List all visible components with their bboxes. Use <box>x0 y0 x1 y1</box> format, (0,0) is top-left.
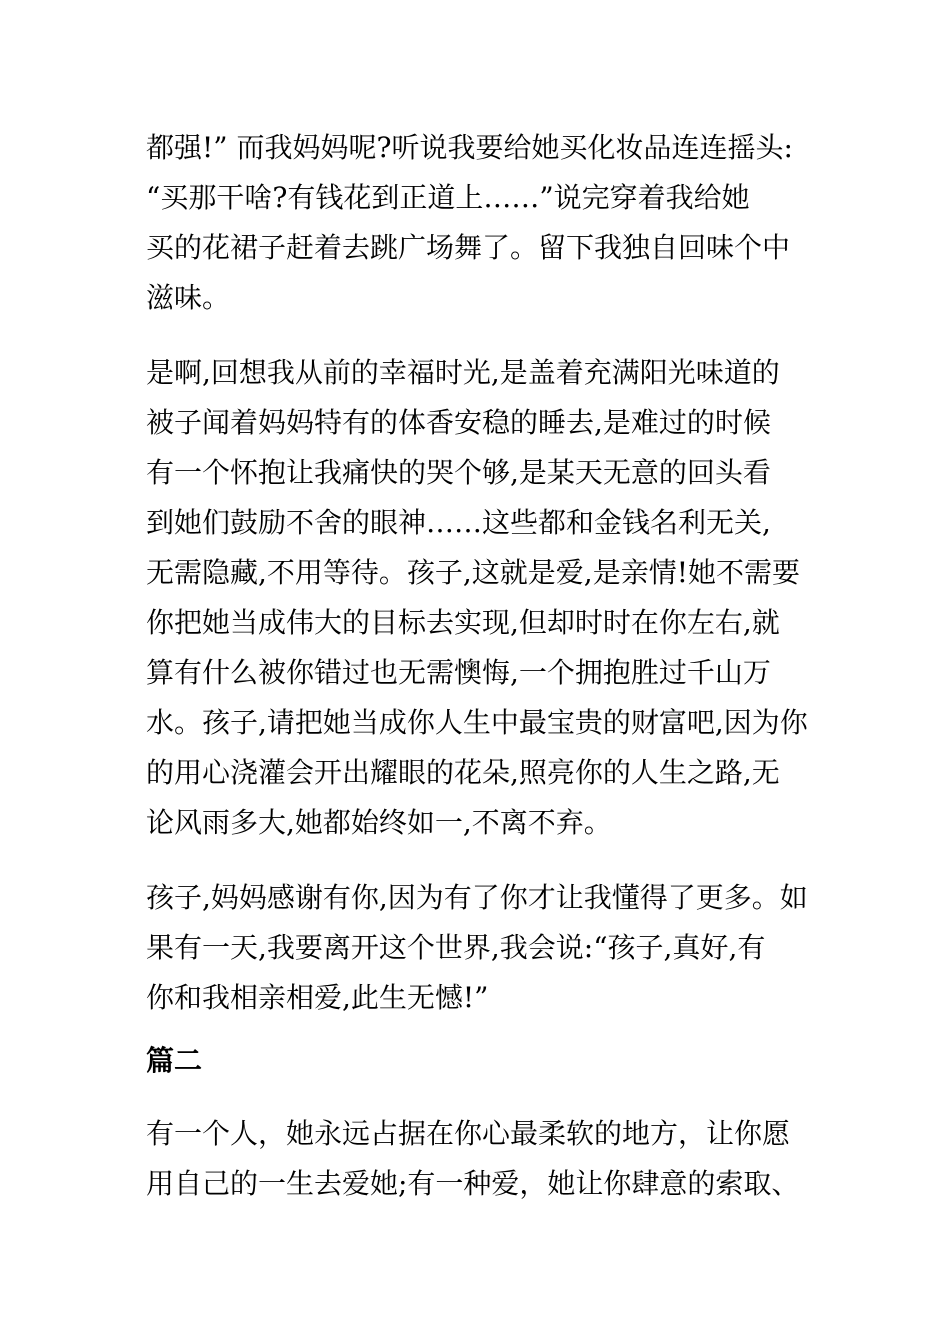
paragraph-line: 都强!” 而我妈妈呢?听说我要给她买化妆品连连摇头: <box>146 131 793 164</box>
paragraph-line: 有一个怀抱让我痛快的哭个够,是某天无意的回头看 <box>146 456 771 489</box>
paragraph-line: 算有什么被你错过也无需懊悔,一个拥抱胜过千山万 <box>146 656 771 689</box>
paragraph-line: 是啊,回想我从前的幸福时光,是盖着充满阳光味道的 <box>146 356 780 389</box>
paragraph-line: 你和我相亲相爱,此生无憾!” <box>146 981 489 1014</box>
paragraph-2 <box>146 348 811 848</box>
paragraph-line: 无需隐藏,不用等待。孩子,这就是爱,是亲情!她不需要 <box>146 556 800 589</box>
paragraph-line: 买的花裙子赶着去跳广场舞了。留下我独自回味个中 <box>146 231 791 264</box>
paragraph-line: 水。孩子,请把她当成你人生中最宝贵的财富吧,因为你 <box>146 706 808 739</box>
paragraph-1 <box>146 123 811 323</box>
paragraph-line: 用自己的一生去爱她;有一种爱，她让你肆意的索取、 <box>146 1167 800 1200</box>
paragraph-line: 的用心浇灌会开出耀眼的花朵,照亮你的人生之路,无 <box>146 756 780 789</box>
paragraph-3 <box>146 873 811 1023</box>
paragraph-line: 论风雨多大,她都始终如一,不离不弃。 <box>146 806 612 839</box>
section-heading: 篇二 <box>146 1044 203 1077</box>
paragraph-line: 果有一天,我要离开这个世界,我会说:“孩子,真好,有 <box>146 931 766 964</box>
paragraph-line: 你把她当成伟大的目标去实现,但却时时在你左右,就 <box>146 606 780 639</box>
paragraph-line: 被子闻着妈妈特有的体香安稳的睡去,是难过的时候 <box>146 406 771 439</box>
section-paragraph <box>146 1109 811 1209</box>
paragraph-line: “买那干啥?有钱花到正道上……”说完穿着我给她 <box>146 181 750 214</box>
paragraph-line: 滋味。 <box>146 281 231 314</box>
paragraph-line: 到她们鼓励不舍的眼神……这些都和金钱名利无关, <box>146 506 771 539</box>
paragraph-line: 孩子,妈妈感谢有你,因为有了你才让我懂得了更多。如 <box>146 881 808 914</box>
paragraph-line: 有一个人，她永远占据在你心最柔软的地方，让你愿 <box>146 1117 791 1150</box>
